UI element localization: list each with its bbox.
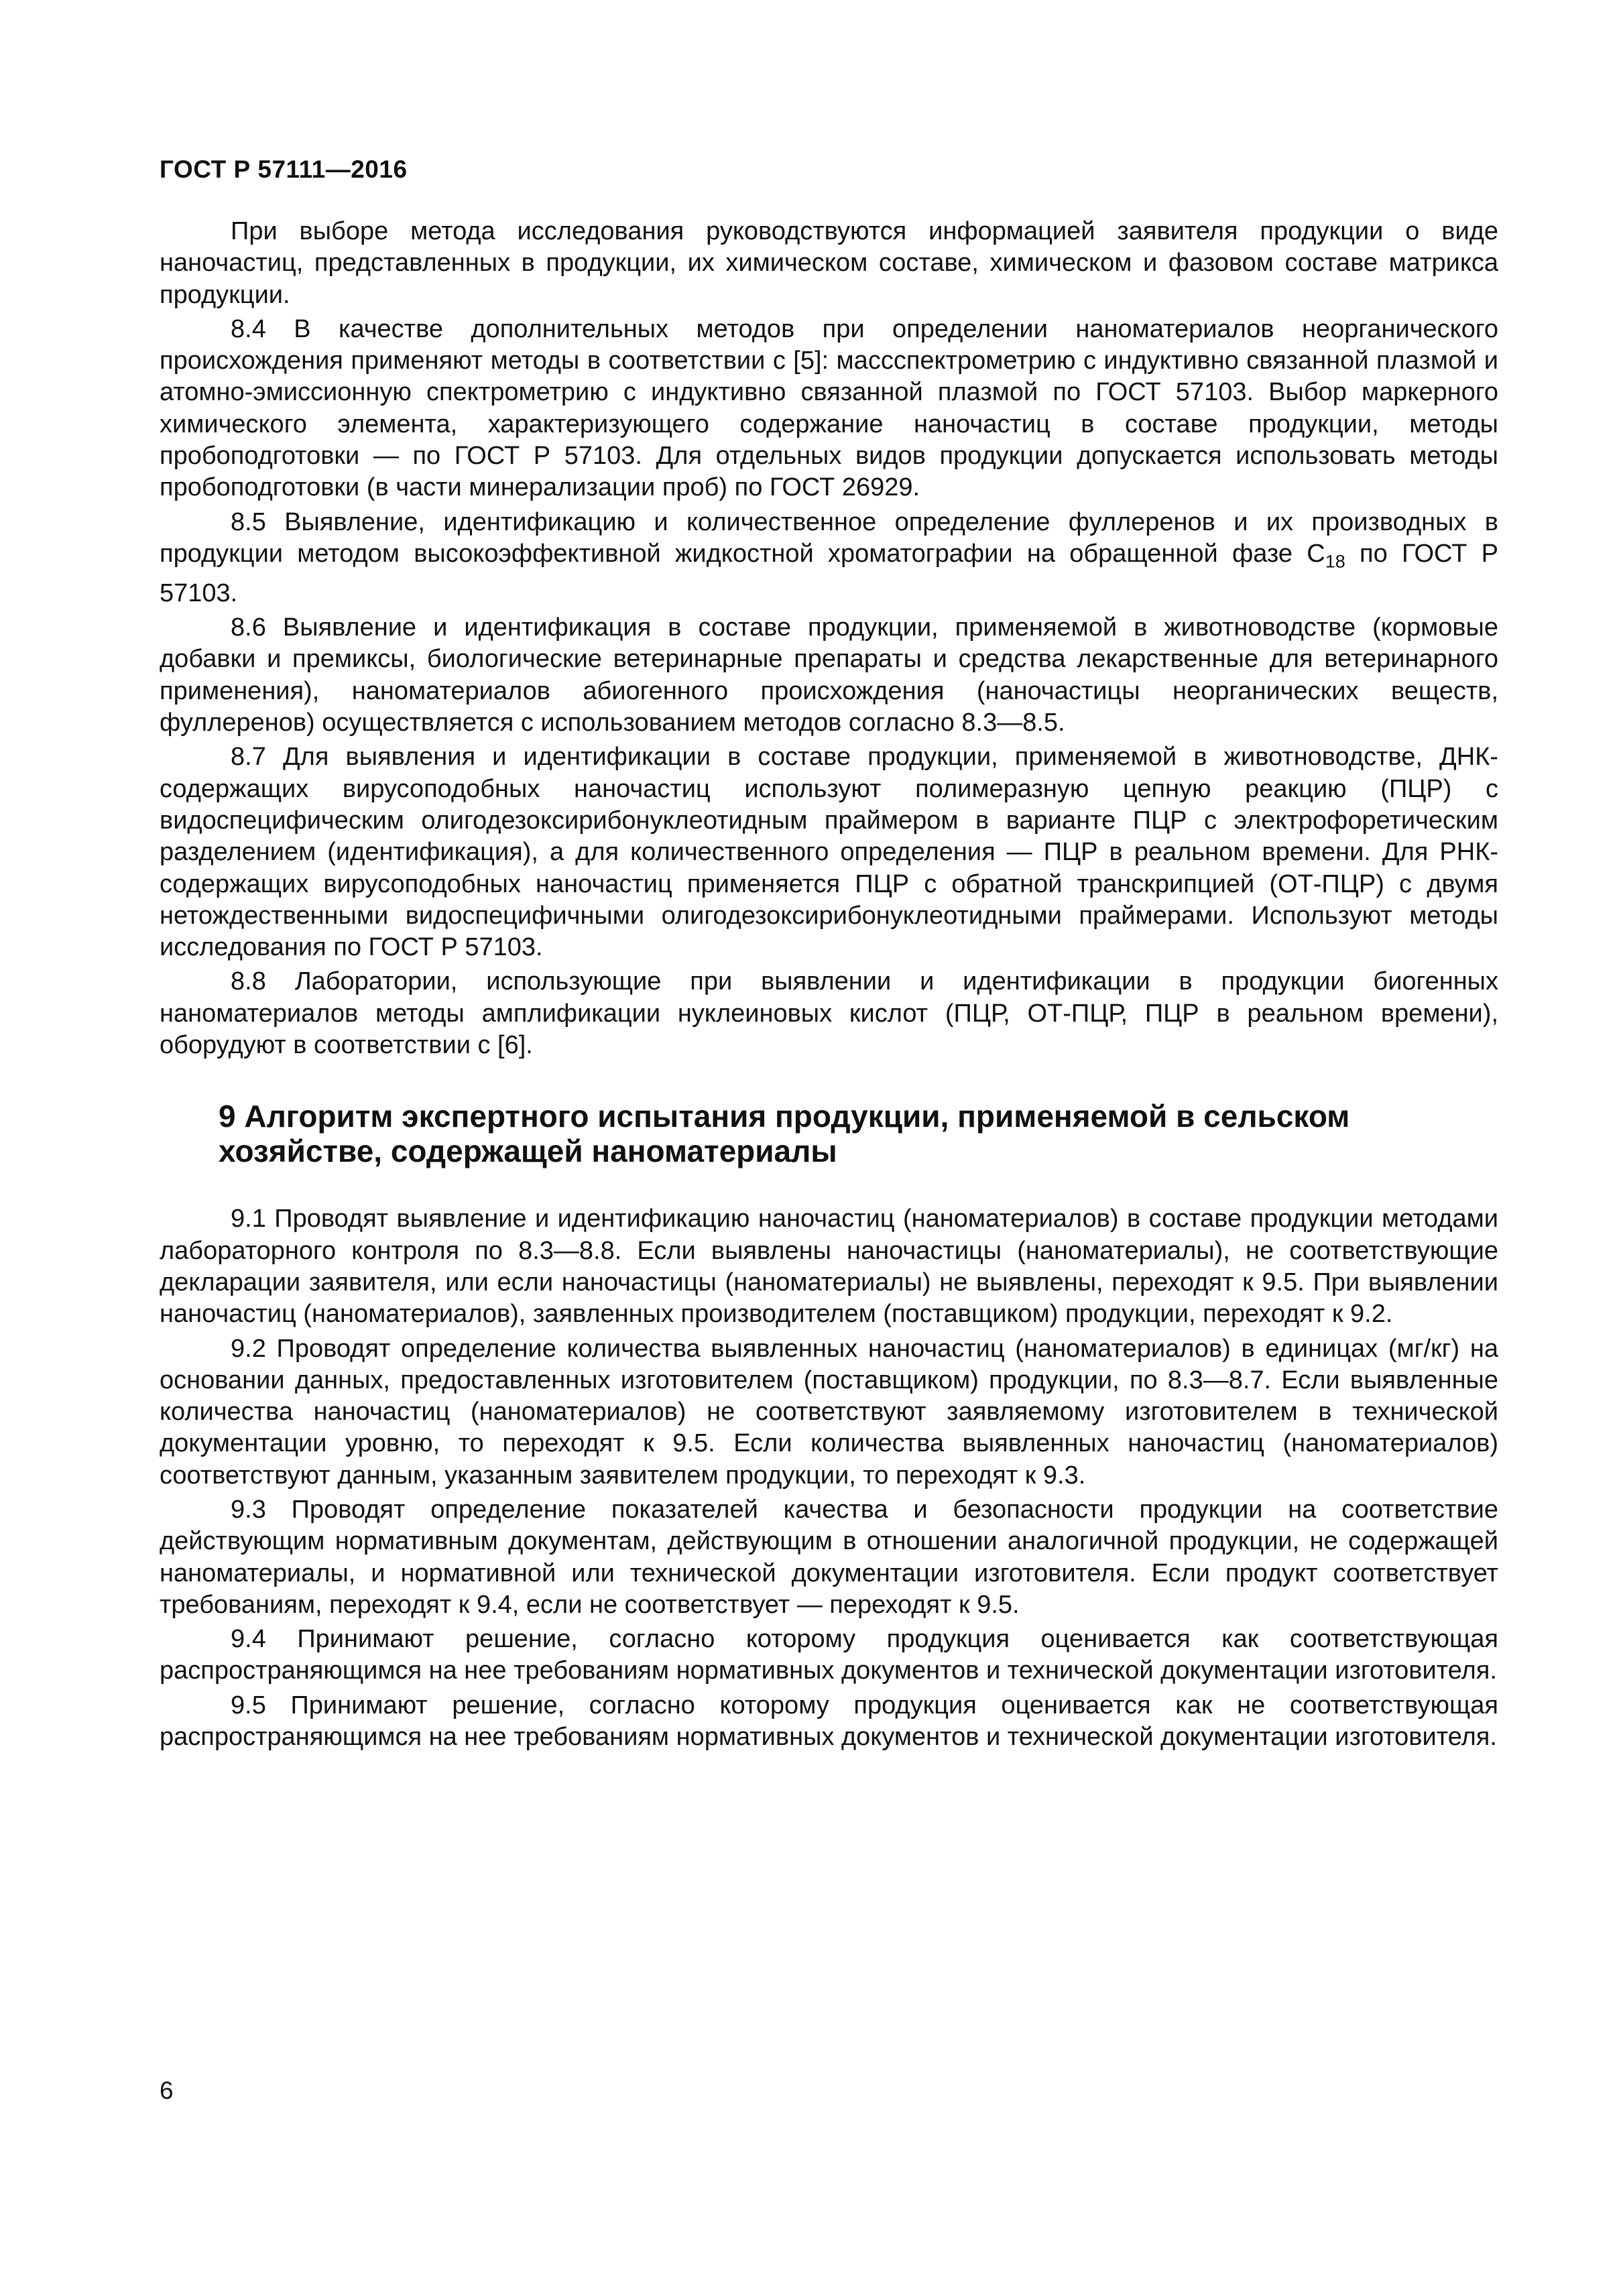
paragraph-intro: При выборе метода исследования руководствуются информацией заявителя продукции о виде наночастиц, представленных в продукции, их химическом составе, химическом и фазовом составе матрикса продукции. (160, 217, 1498, 309)
paragraph-8-8: 8.8 Лаборатории, использующие при выявлении и идентификации в продукции биогенных наноматериалов методы амплификации нуклеиновых кислот (ПЦР, ОТ-ПЦР, ПЦР в реальном времени), оборудуют в соответствии с [6]. (160, 967, 1498, 1060)
paragraph-8-6: 8.6 Выявление и идентификация в составе продукции, применяемой в животноводстве (кормовые добавки и премиксы, биологические ветеринарные препараты и средства лекарственные для ветеринарного применения), наноматериалов абиогенного происхождения (наночастицы неорганических веществ, фуллеренов) осуществляется с использованием методов согласно 8.3—8.5. (160, 613, 1498, 737)
paragraph-9-5: 9.5 Принимают решение, согласно которому продукция оценивается как не соответствующая распространяющимся на нее требованиям нормативных документов и технической документации изготовителя. (160, 1691, 1498, 1752)
paragraph-9-1: 9.1 Проводят выявление и идентификацию наночастиц (наноматериалов) в составе продукции методами лабораторного контроля по 8.3—8.8. Если выявлены наночастицы (наноматериалы), не соответствующие декларации заявителя, или если наночастицы (наноматериалы) не выявлены, переходят к 9.5. При выявлении наночастиц (наноматериалов), заявленных производителем (поставщиком) продукции, переходят к 9.2. (160, 1205, 1498, 1329)
paragraph-8-5-text: 8.5 Выявление, идентификацию и количественное определение фуллеренов и их производных в продукции методом высокоэффективной жидкостной хроматографии на обращенной фазе С (160, 507, 1498, 568)
section-9-title: 9 Алгоритм экспертного испытания продукции, применяемой в сельском хозяйстве, содержащей наноматериалы (219, 1099, 1350, 1169)
document-body (160, 216, 1498, 1756)
paragraph-8-5-tail: по ГОСТ Р 57103. (160, 539, 1499, 607)
paragraph-8-7: 8.7 Для выявления и идентификации в составе продукции, применяемой в животноводстве, ДНК-содержащих вирусоподобных наночастиц используют полимеразную цепную реакцию (ПЦР) с видоспецифическим олигодезоксирибонуклеотидным праймером в варианте ПЦР с электрофоретическим разделением (идентификация), а для количественного определения — ПЦР в реальном времени. Для РНК-содержащих вирусоподобных наночастиц применяется ПЦР с обратной транскрипцией (ОТ-ПЦР) с двумя нетождественными видоспецифичными олигодезоксирибонуклеотидными праймерами. Используют методы исследования по ГОСТ Р 57103. (160, 743, 1498, 962)
paragraph-9-4: 9.4 Принимают решение, согласно которому продукция оценивается как соответствующая распространяющимся на нее требованиям нормативных документов и технической документации изготовителя. (160, 1625, 1498, 1685)
paragraph-8-5 (160, 507, 1498, 609)
page-number: 6 (160, 2077, 174, 2104)
paragraph-8-5-subscript: 18 (1325, 551, 1345, 572)
paragraph-8-4: 8.4 В качестве дополнительных методов при определении наноматериалов неорганического происхождения применяют методы в соответствии с [5]: массспектрометрию с индуктивно связанной плазмой и атомно-эмиссионную спектрометрию с индуктивно связанной плазмой по ГОСТ 57103. Выбор маркерного химического элемента, характеризующего содержание наночастиц в составе продукции, методы пробоподготовки — по ГОСТ Р 57103. Для отдельных видов продукции допускается использовать методы пробоподготовки (в части минерализации проб) по ГОСТ 26929. (160, 314, 1498, 502)
paragraph-9-3: 9.3 Проводят определение показателей качества и безопасности продукции на соответствие действующим нормативным документам, действующим в отношении аналогичной продукции, не содержащей наноматериалы, и нормативной или технической документации изготовителя. Если продукт соответствует требованиям, переходят к 9.4, если не соответствует — переходят к 9.5. (160, 1495, 1498, 1619)
document-code-header: ГОСТ Р 57111—2016 (160, 156, 408, 183)
paragraph-9-2: 9.2 Проводят определение количества выявленных наночастиц (наноматериалов) в единицах (мг/кг) на основании данных, предоставленных изготовителем (поставщиком) продукции, по 8.3—8.7. Если выявленные количества наночастиц (наноматериалов) не соответствуют заявляемому изготовителем в технической документации уровню, то переходят к 9.5. Если количества выявленных наночастиц (наноматериалов) соответствуют данным, указанным заявителем продукции, то переходят к 9.3. (160, 1334, 1498, 1490)
